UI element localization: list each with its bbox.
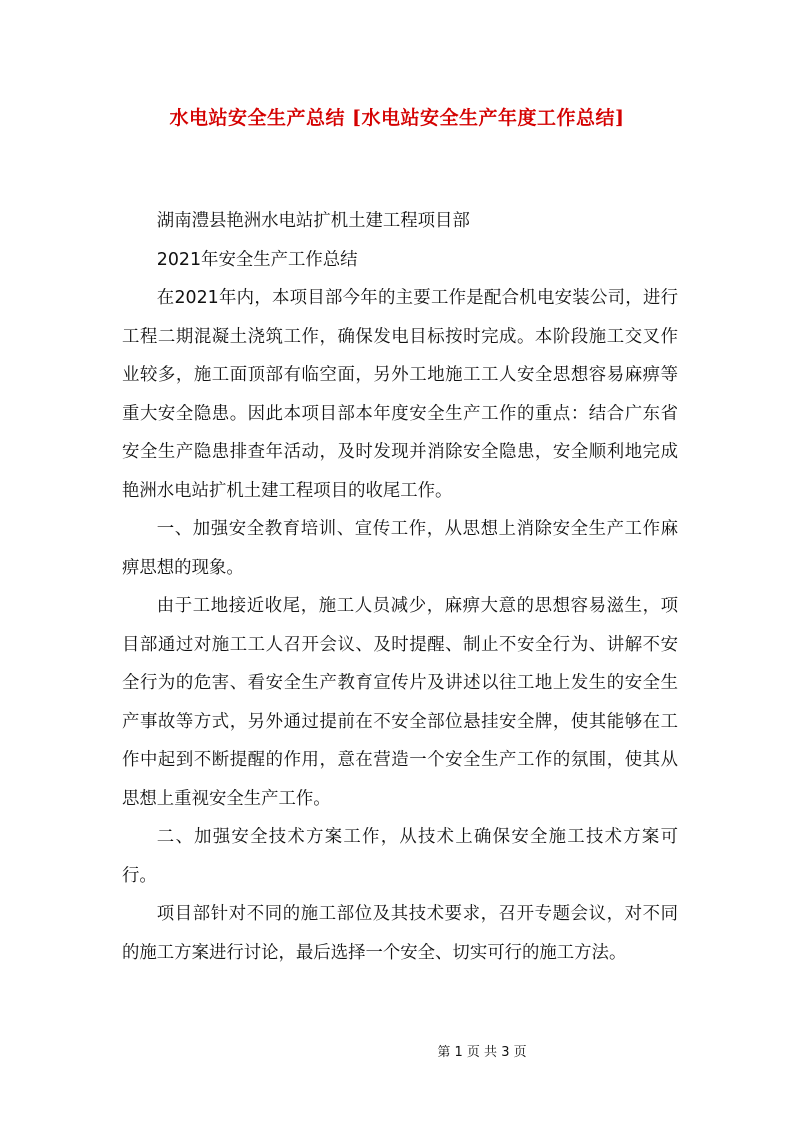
document-body (122, 202, 678, 972)
page-footer: 第 1 页 共 3 页 (437, 1045, 527, 1060)
paragraph-intro: 在2021年内，本项目部今年的主要工作是配合机电安装公司，进行工程二期混凝土浇筑工作，确保发电目标按时完成。本阶段施工交叉作业较多，施工面顶部有临空面，另外工地施工工人安全思想容易麻痹等重大安全隐患。因此本项目部本年度安全生产工作的重点：结合广东省安全生产隐患排查年活动，及时发现并消除安全隐患，安全顺利地完成艳洲水电站扩机土建工程项目的收尾工作。 (122, 288, 678, 501)
paragraph-heading-1: 一、加强安全教育培训、宣传工作，从思想上消除安全生产工作麻痹思想的现象。 (122, 519, 678, 578)
paragraph-section-2: 项目部针对不同的施工部位及其技术要求，召开专题会议，对不同的施工方案进行讨论，最后选择一个安全、切实可行的施工方法。 (122, 904, 678, 963)
paragraph-subtitle: 2021年安全生产工作总结 (156, 249, 358, 270)
paragraph-section-1: 由于工地接近收尾，施工人员减少，麻痹大意的思想容易滋生，项目部通过对施工工人召开会议、及时提醒、制止不安全行为、讲解不安全行为的危害、看安全生产教育宣传片及讲述以往工地上发生的安全生产事故等方式，另外通过提前在不安全部位悬挂安全牌，使其能够在工作中起到不断提醒的作用，意在营造一个安全生产工作的氛围，使其从思想上重视安全生产工作。 (122, 596, 678, 809)
paragraph-heading-2: 二、加强安全技术方案工作，从技术上确保安全施工技术方案可行。 (122, 827, 678, 886)
document-title: 水电站安全生产总结 [水电站安全生产年度工作总结] (169, 107, 625, 129)
paragraph-organization: 湖南澧县艳洲水电站扩机土建工程项目部 (156, 211, 470, 231)
